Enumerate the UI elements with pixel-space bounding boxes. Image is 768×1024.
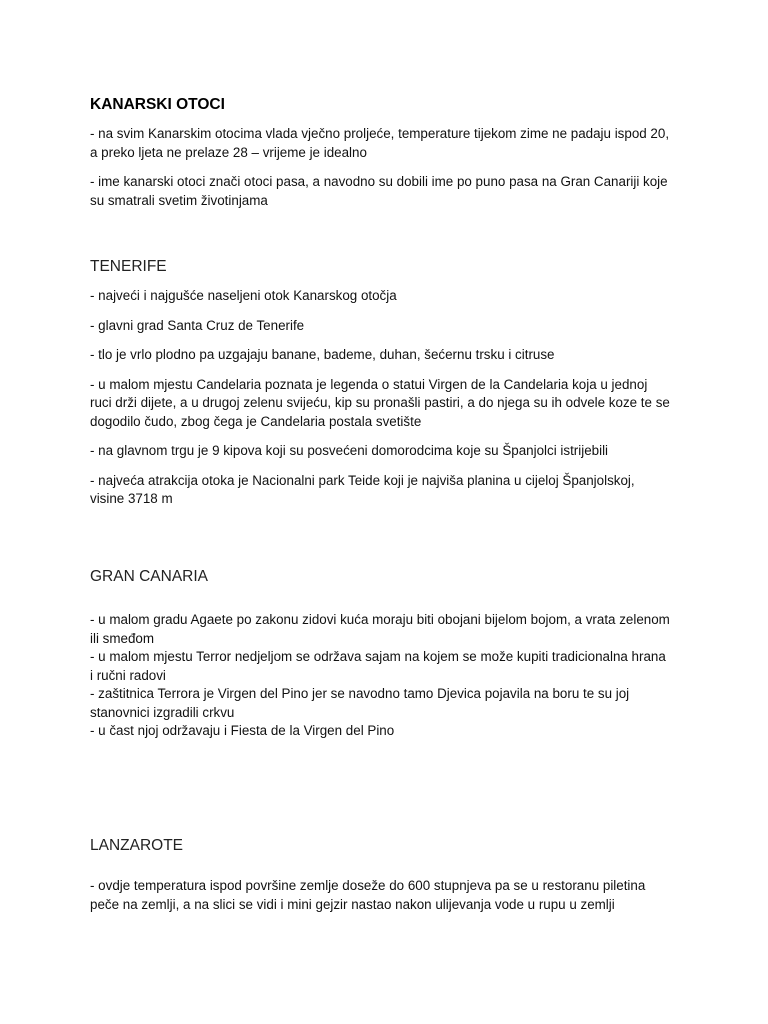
paragraph: - najveći i najgušće naseljeni otok Kanarskog otočja xyxy=(90,288,397,303)
paragraph: - ovdje temperatura ispod površine zemlje doseže do 600 stupnjeva pa se u restoranu piletina peče na zemlji, a na slici se vidi i mini gejzir nastao nakon ulijevanja vode u rupu u zemlji xyxy=(90,878,646,912)
section-title: GRAN CANARIA xyxy=(90,568,208,585)
section-title: TENERIFE xyxy=(90,258,167,275)
paragraph: - na glavnom trgu je 9 kipova koji su posvećeni domorodcima koje su Španjolci istrijebili xyxy=(90,443,609,458)
paragraph: - u malom mjestu Terror nedjeljom se održava sajam na kojem se može kupiti tradicionalna hrana i ručni radovi xyxy=(90,649,666,683)
paragraph: - u čast njoj održavaju i Fiesta de la Virgen del Pino xyxy=(90,723,395,738)
paragraph: - u malom gradu Agaete po zakonu zidovi kuća moraju biti obojani bijelom bojom, a vrata zelenom ili smeđom xyxy=(90,612,670,646)
section-tenerife xyxy=(90,257,670,520)
section-gran-canaria xyxy=(90,567,670,741)
paragraph: - najveća atrakcija otoka je Nacionalni park Teide koji je najviša planina u cijeloj Španjolskoj, visine 3718 m xyxy=(90,472,635,506)
section-title: LANZAROTE xyxy=(90,837,184,854)
paragraph: - na svim Kanarskim otocima vlada vječno proljeće, temperature tijekom zime ne padaju ispod 20, a preko ljeta ne prelaze 28 – vrijeme je idealno xyxy=(90,126,670,160)
paragraph: - ime kanarski otoci znači otoci pasa, a navodno su dobili ime po puno pasa na Gran Canariji koje su smatrali svetim životinjama xyxy=(90,174,668,208)
section-lanzarote xyxy=(90,836,670,914)
paragraph: - u malom mjestu Candelaria poznata je legenda o statui Virgen de la Candelaria koja u jednoj ruci drži dijete, a u drugoj zelenu svijeću, kip su pronašli pastiri, a do njega su ih odvele koze te se dogodilo čudo, zbog čega je Candelaria postala svetište xyxy=(90,376,670,429)
section-title: KANARSKI OTOCI xyxy=(90,96,225,113)
paragraph: - glavni grad Santa Cruz de Tenerife xyxy=(90,317,305,333)
paragraph: - zaštitnica Terrora je Virgen del Pino jer se navodno tamo Djevica pojavila na boru te su joj stanovnici izgradili crkvu xyxy=(90,686,630,720)
paragraph: - tlo je vrlo plodno pa uzgajaju banane, bademe, duhan, šećernu trsku i citruse xyxy=(90,347,555,362)
section-kanarski-otoci xyxy=(90,95,670,221)
